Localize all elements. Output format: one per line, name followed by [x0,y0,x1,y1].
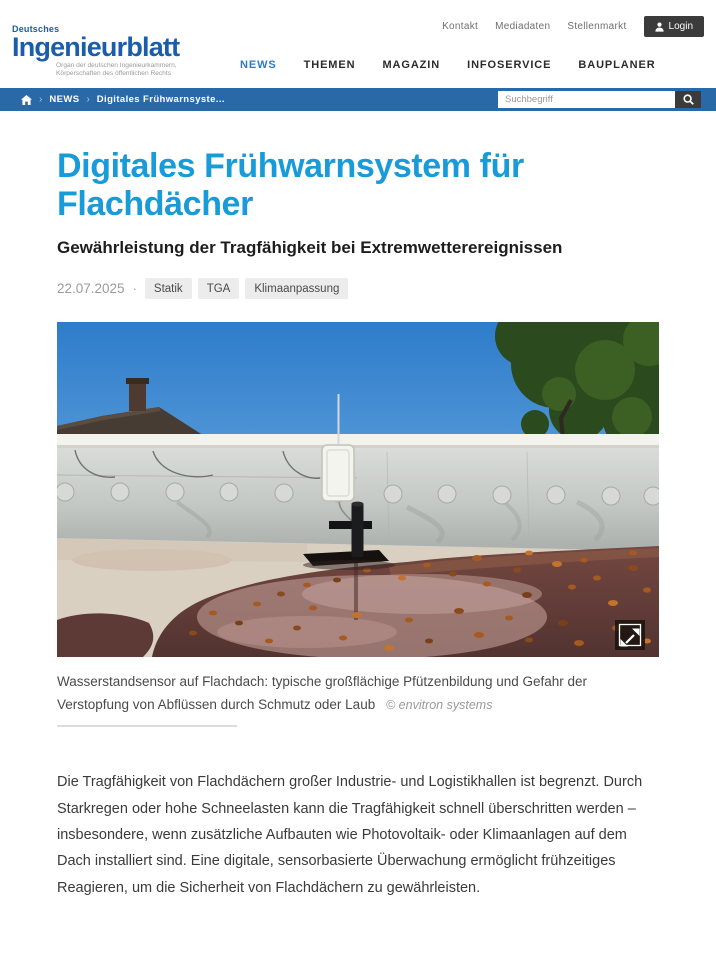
site-header [0,0,716,88]
search-button[interactable] [675,91,701,108]
image-credit: © envitron systems [385,698,493,713]
utility-link-mediadaten[interactable]: Mediadaten [495,21,551,32]
tag-statik[interactable]: Statik [145,278,192,299]
tag-tga[interactable]: TGA [198,278,240,299]
logo-main-text: Ingenieurblatt [12,32,180,62]
utility-link-stellenmarkt[interactable]: Stellenmarkt [567,21,627,32]
search-icon [683,94,694,105]
logo-top-text: Deutsches [12,24,60,34]
caption-text: Wasserstandsensor auf Flachdach: typische großflächige Pfützenbildung und Gefahr der Verstopfung von Abflüssen durch Schmutz oder Laub [57,673,588,713]
nav-item-infoservice[interactable]: INFOSERVICE [467,59,552,71]
tag-list [145,278,348,299]
article [0,111,716,901]
tag-klimaanpassung[interactable]: Klimaanpassung [245,278,348,299]
breadcrumb-bar [0,88,716,111]
image-expand-button[interactable] [615,620,645,650]
meta-dot: · [132,280,137,296]
breadcrumb-separator: › [39,93,43,105]
search-input[interactable] [498,91,675,108]
home-icon[interactable] [21,95,32,105]
page-title: Digitales Frühwarnsystem für Flachdächer [57,147,524,224]
nav-item-themen[interactable]: THEMEN [303,59,356,71]
breadcrumb [21,94,225,105]
nav-item-news[interactable]: NEWS [240,59,277,71]
logo-tagline: Organ der deutschen Ingenieurkammern, Körperschaften des öffentlichen Rechts [56,61,177,78]
article-body: Die Tragfähigkeit von Flachdächern großer Industrie- und Logistikhallen ist begrenzt. Durch Starkregen oder hohe Schneelasten kann die Tragfähigkeit schnell überschritten werden – insbesondere, wenn zusätzliche Aufbauten wie Photovoltaik- oder Klimaanlagen auf dem Dach installiert sind. Eine digitale, sensorbasierte Überwachung ermöglicht frühzeitiges Reagieren, um die Sicherheit von Flachdächern zu gewährleisten. [57,774,643,896]
search-bar [498,91,701,108]
breadcrumb-current[interactable]: Digitales Frühwarnsyste... [96,94,225,105]
publish-date: 22.07.2025 [57,280,125,296]
nav-item-bauplaner[interactable]: BAUPLANER [578,59,656,71]
article-meta [57,278,659,299]
article-subtitle: Gewährleistung der Tragfähigkeit bei Extremwetterereignissen [57,237,563,257]
nav-item-magazin[interactable]: MAGAZIN [382,59,441,71]
utility-nav [442,16,704,37]
user-icon [655,22,664,32]
login-label: Login [668,21,693,32]
utility-link-kontakt[interactable]: Kontakt [442,21,479,32]
image-caption [57,670,637,718]
site-logo[interactable] [12,24,179,79]
breadcrumb-separator: › [86,93,90,105]
breadcrumb-link-news[interactable]: NEWS [49,94,80,105]
caption-divider [57,725,237,727]
main-nav [240,59,656,71]
article-figure [57,322,659,728]
article-photo [57,322,659,657]
login-button[interactable] [644,16,704,37]
